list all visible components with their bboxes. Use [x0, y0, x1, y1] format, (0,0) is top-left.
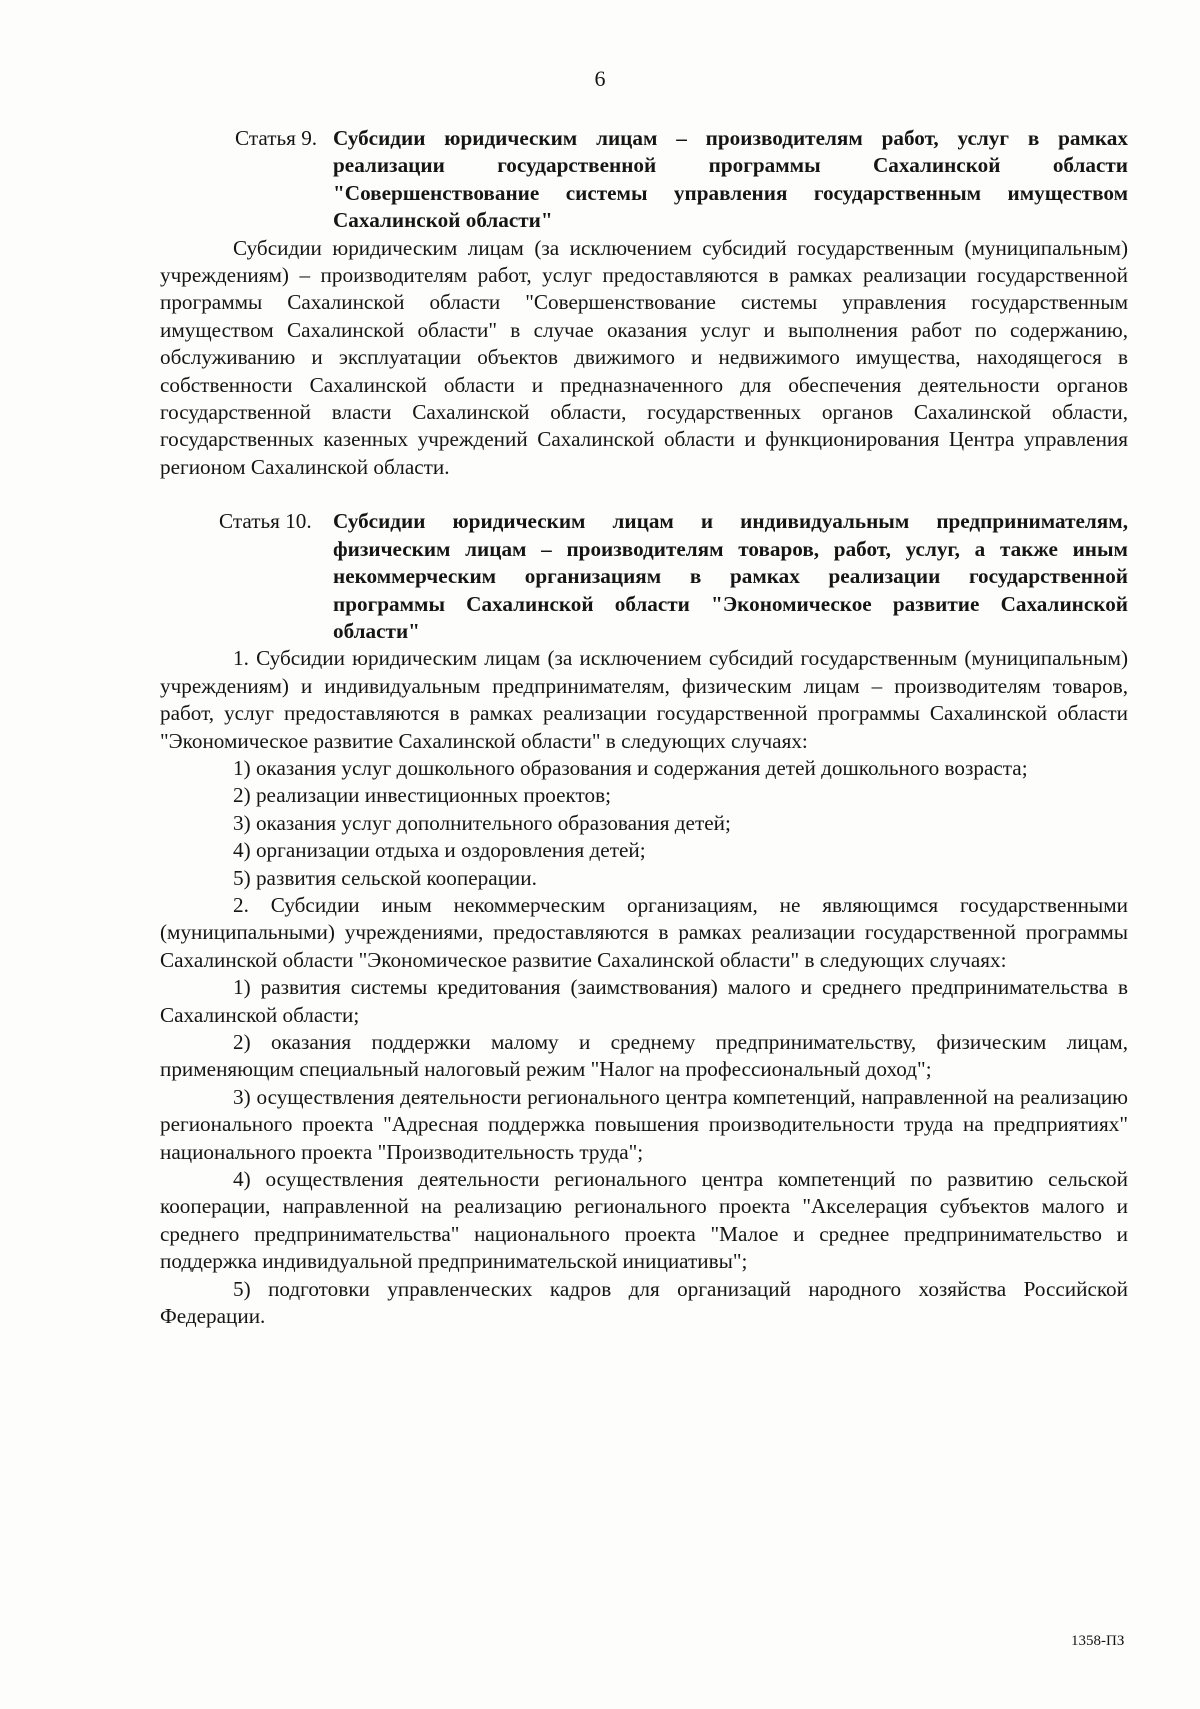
- part-1-item-3: 3) оказания услуг дополнительного образования детей;: [233, 810, 731, 835]
- part-1-item-1: 1) оказания услуг дошкольного образования и содержания детей дошкольного возраста;: [233, 755, 1028, 780]
- part-1-item-4: 4) организации отдыха и оздоровления детей;: [233, 838, 646, 863]
- article-10-part-1: 1. Субсидии юридическим лицам (за исключением субсидий государственным (муниципальным) учреждениям) и индивидуальным предпринимателям, физическим лицам – производителям товаров, работ, услуг предоставляются в рамках реализации государственной программы Сахалинской области "Экономическое развитие Сахалинской области" в следующих случаях:: [160, 646, 1128, 753]
- part-1-item-5: 5) развития сельской кооперации.: [233, 865, 537, 890]
- part-1-item-2: 2) реализации инвестиционных проектов;: [233, 783, 612, 808]
- part-2-item-5: 5) подготовки управленческих кадров для организаций народного хозяйства Российской Федерации.: [160, 1276, 1128, 1329]
- page-number: 6: [594, 66, 606, 91]
- part-2-item-3: 3) осуществления деятельности регионального центра компетенций, направленной на реализацию регионального проекта "Адресная поддержка повышения производительности труда на предприятиях" национального проекта "Производительность труда";: [160, 1084, 1128, 1164]
- part-2-item-2: 2) оказания поддержки малому и среднему предпринимательству, физическим лицам, применяющим специальный налоговый режим "Налог на профессиональный доход";: [160, 1030, 1128, 1082]
- article-10-number: Статья 10.: [219, 509, 312, 534]
- document-body: [160, 125, 1128, 1330]
- article-10-heading: [160, 508, 1128, 645]
- article-9-title: Субсидии юридическим лицам – производителям работ, услуг в рамках реализации государственной программы Сахалинской области "Совершенствование системы управления государственным имуществом Сахалинской области": [333, 126, 1128, 233]
- part-2-item-4: 4) осуществления деятельности регионального центра компетенций по развитию сельской кооперации, направленной на реализацию регионального проекта "Акселерация субъектов малого и среднего предпринимательства" национального проекта "Малое и среднее предпринимательство и поддержка индивидуальной предпринимательской инициативы";: [160, 1167, 1128, 1274]
- article-10-title: Субсидии юридическим лицам и индивидуальным предпринимателям, физическим лицам – производителям товаров, работ, услуг, а также иным некоммерческим организациям в рамках реализации государственной программы Сахалинской области "Экономическое развитие Сахалинской области": [333, 509, 1128, 643]
- article-9-number: Статья 9.: [235, 126, 318, 150]
- article-9-paragraph: Субсидии юридическим лицам (за исключением субсидий государственным (муниципальным) учреждениям) – производителям работ, услуг предоставляются в рамках реализации государственной программы Сахалинской области "Совершенствование системы управления государственным имуществом Сахалинской области" в случае оказания услуг и выполнения работ по содержанию, обслуживанию и эксплуатации объектов движимого и недвижимого имущества, находящегося в собственности Сахалинской области и предназначенного для обеспечения деятельности органов государственной власти Сахалинской области, государственных органов Сахалинской области, государственных казенных учреждений Сахалинской области и функционирования Центра управления регионом Сахалинской области.: [160, 235, 1128, 479]
- article-9-heading: [160, 125, 1128, 235]
- document-code: 1358-ПЗ: [1071, 1633, 1125, 1649]
- article-10-part-2: 2. Субсидии иным некоммерческим организациям, не являющимся государственными (муниципальными) учреждениями, предоставляются в рамках реализации государственной программы Сахалинской области "Экономическое развитие Сахалинской области" в следующих случаях:: [160, 892, 1128, 972]
- part-2-item-1: 1) развития системы кредитования (заимствования) малого и среднего предпринимательства в Сахалинской области;: [160, 975, 1128, 1027]
